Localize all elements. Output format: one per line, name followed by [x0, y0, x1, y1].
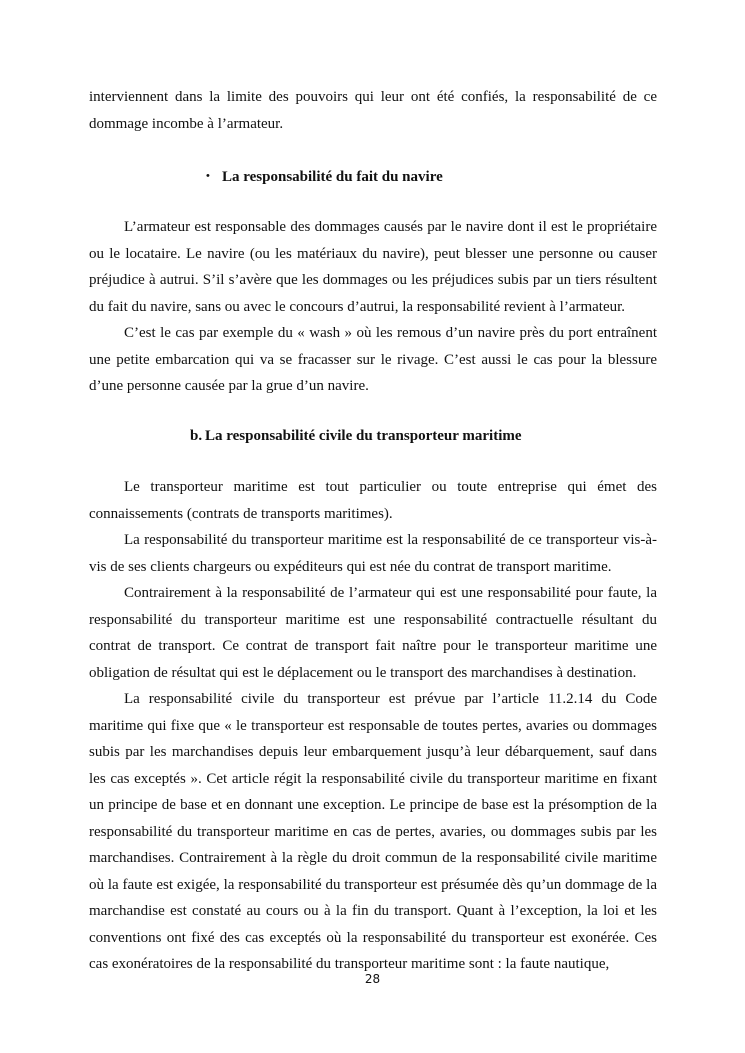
paragraph-article-code-maritime: La responsabilité civile du transporteur est prévue par l’article 11.2.14 du Code maritime qui fixe que « le transporteur est responsable de toutes pertes, avaries ou dommages subis par les marchandises depuis leur embarquement jusqu’à leur débarquement, sauf dans les cas exceptés ». Cet article régit la responsabilité civile du transporteur maritime en fixant un principe de base et en donnant une exception. Le principe de base est la présomption de la responsabilité du transporteur maritime en cas de pertes, avaries, ou dommages subis par les marchandises. Contrairement à la règle du droit commun de la responsabilité civile maritime où la faute est exigée, la responsabilité du transporteur est présumée dès qu’un dommage de la marchandise est constaté au cours ou à la fin du transport. Quant à l’exception, la loi et les conventions ont fixé des cas exceptés où la responsabilité du transporteur est exonérée. Ces cas exonératoires de la responsabilité du transporteur maritime sont : la faute nautique,	[89, 691, 657, 972]
text-block-navire	[89, 214, 657, 400]
paragraph-definition-transporteur: Le transporteur maritime est tout particulier ou toute entreprise qui émet des connaissements (contrats de transports maritimes).	[89, 479, 657, 522]
bullet-icon: •	[206, 170, 210, 182]
page-number: 28	[364, 972, 381, 986]
text-block-transporteur	[89, 474, 657, 978]
section-heading-fait-du-navire	[206, 166, 443, 187]
heading-marker: b.	[190, 428, 203, 444]
heading-title: La responsabilité civile du transporteur maritime	[205, 428, 522, 444]
paragraph-responsabilite-transporteur: La responsabilité du transporteur maritime est la responsabilité de ce transporteur vis-à-vis de ses clients chargeurs ou expéditeurs qui est née du contrat de transport maritime.	[89, 532, 657, 575]
text-block-intro	[89, 84, 657, 137]
paragraph-wash-example: C’est le cas par exemple du « wash » où les remous d’un navire près du port entraînent une petite embarcation qui va se fracasser sur le rivage. C’est aussi le cas pour la blessure d’une personne causée par la grue d’un navire.	[89, 325, 657, 394]
paragraph-armateur-responsable: L’armateur est responsable des dommages causés par le navire dont il est le propriétaire ou le locataire. Le navire (ou les matériaux du navire), peut blesser une personne ou causer préjudice à autrui. S’il s’avère que les dommages ou les préjudices subis par un tiers résultent du fait du navire, sans ou avec le concours d’autrui, la responsabilité revient à l’armateur.	[89, 219, 657, 315]
section-heading-transporteur-maritime	[190, 426, 522, 446]
paragraph-contractuelle: Contrairement à la responsabilité de l’armateur qui est une responsabilité pour faute, la responsabilité du transporteur maritime est une responsabilité contractuelle résultant du contrat de transport. Ce contrat de transport fait naître pour le transporteur maritime une obligation de résultat qui est le déplacement ou le transport des marchandises à destination.	[89, 585, 657, 681]
heading-title: La responsabilité du fait du navire	[222, 169, 443, 185]
paragraph-armateur-dommage: interviennent dans la limite des pouvoirs qui leur ont été confiés, la responsabilité de ce dommage incombe à l’armateur.	[89, 89, 657, 132]
